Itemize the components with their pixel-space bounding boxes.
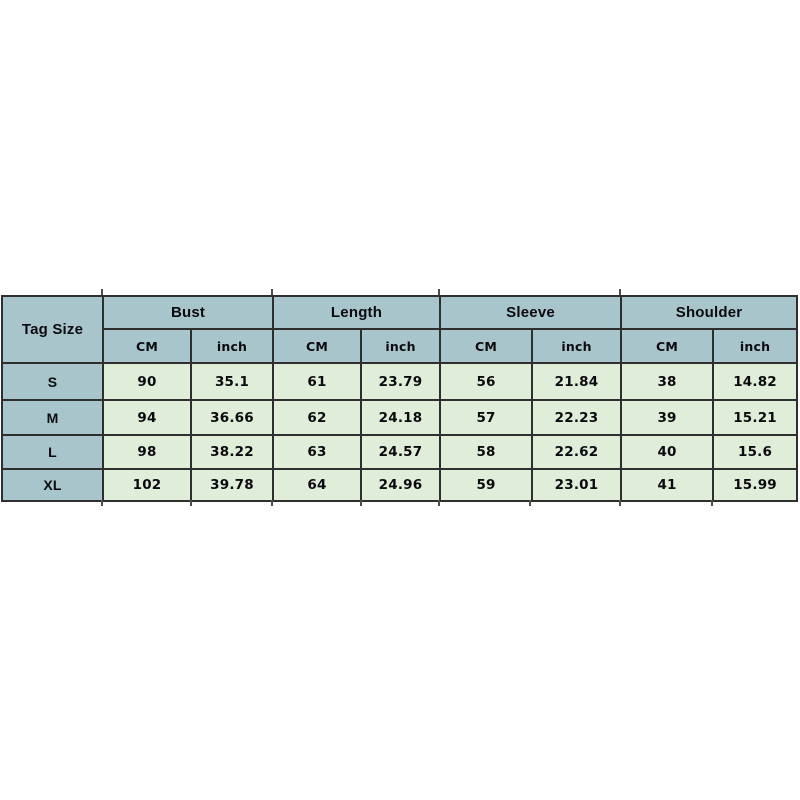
- group-header-length: Length: [273, 296, 440, 329]
- value-cell: 90: [103, 363, 191, 400]
- value-cell: 62: [273, 400, 361, 435]
- value-cell: 98: [103, 435, 191, 469]
- value-cell: 21.84: [532, 363, 621, 400]
- value-cell: 63: [273, 435, 361, 469]
- unit-header-shoulder-cm: CM: [621, 329, 713, 363]
- unit-header-length-inch: inch: [361, 329, 440, 363]
- size-label: L: [2, 435, 103, 469]
- border-overshoot-tick: [101, 500, 103, 506]
- table-row-size-xl: [2, 469, 797, 501]
- unit-header-shoulder-inch: inch: [713, 329, 797, 363]
- value-cell: 61: [273, 363, 361, 400]
- value-cell: 39.78: [191, 469, 273, 501]
- value-cell: 57: [440, 400, 532, 435]
- value-cell: 102: [103, 469, 191, 501]
- border-overshoot-tick: [438, 289, 440, 295]
- header-row-groups: [2, 296, 797, 329]
- value-cell: 15.21: [713, 400, 797, 435]
- border-overshoot-tick: [271, 289, 273, 295]
- value-cell: 38.22: [191, 435, 273, 469]
- border-overshoot-tick: [619, 289, 621, 295]
- value-cell: 15.6: [713, 435, 797, 469]
- border-overshoot-tick: [529, 500, 531, 506]
- value-cell: 24.96: [361, 469, 440, 501]
- border-overshoot-tick: [711, 500, 713, 506]
- value-cell: 39: [621, 400, 713, 435]
- size-chart-table: [1, 295, 798, 502]
- value-cell: 15.99: [713, 469, 797, 501]
- group-header-shoulder: Shoulder: [621, 296, 797, 329]
- border-overshoot-tick: [360, 500, 362, 506]
- tag-size-header: Tag Size: [2, 296, 103, 363]
- value-cell: 14.82: [713, 363, 797, 400]
- value-cell: 56: [440, 363, 532, 400]
- border-overshoot-tick: [619, 500, 621, 506]
- value-cell: 23.79: [361, 363, 440, 400]
- value-cell: 40: [621, 435, 713, 469]
- border-overshoot-tick: [271, 500, 273, 506]
- value-cell: 41: [621, 469, 713, 501]
- border-overshoot-tick: [190, 500, 192, 506]
- table-row-size-m: [2, 400, 797, 435]
- unit-header-sleeve-inch: inch: [532, 329, 621, 363]
- value-cell: 22.62: [532, 435, 621, 469]
- size-label: S: [2, 363, 103, 400]
- value-cell: 24.18: [361, 400, 440, 435]
- value-cell: 35.1: [191, 363, 273, 400]
- value-cell: 64: [273, 469, 361, 501]
- value-cell: 24.57: [361, 435, 440, 469]
- size-label: XL: [2, 469, 103, 501]
- unit-header-length-cm: CM: [273, 329, 361, 363]
- value-cell: 94: [103, 400, 191, 435]
- value-cell: 22.23: [532, 400, 621, 435]
- value-cell: 38: [621, 363, 713, 400]
- border-overshoot-tick: [101, 289, 103, 295]
- unit-header-sleeve-cm: CM: [440, 329, 532, 363]
- unit-header-bust-inch: inch: [191, 329, 273, 363]
- value-cell: 23.01: [532, 469, 621, 501]
- table-row-size-s: [2, 363, 797, 400]
- border-overshoot-tick: [438, 500, 440, 506]
- unit-header-bust-cm: CM: [103, 329, 191, 363]
- table-row-size-l: [2, 435, 797, 469]
- group-header-bust: Bust: [103, 296, 273, 329]
- value-cell: 36.66: [191, 400, 273, 435]
- value-cell: 59: [440, 469, 532, 501]
- group-header-sleeve: Sleeve: [440, 296, 621, 329]
- value-cell: 58: [440, 435, 532, 469]
- header-row-units: [2, 329, 797, 363]
- size-label: M: [2, 400, 103, 435]
